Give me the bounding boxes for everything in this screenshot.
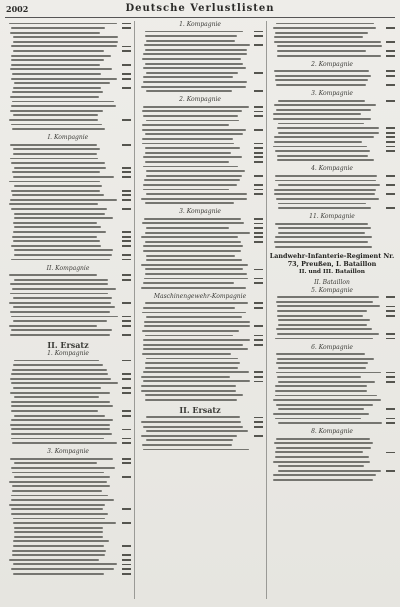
page-title: Deutsche Verlustlisten bbox=[125, 3, 275, 14]
column-middle bbox=[137, 21, 263, 601]
text-line bbox=[5, 257, 131, 262]
text-line bbox=[5, 127, 131, 132]
text-line bbox=[5, 332, 131, 337]
column-right bbox=[269, 21, 395, 601]
section-heading: II. Ersatz bbox=[47, 340, 89, 350]
section-heading: 5. Kompagnie bbox=[311, 286, 353, 294]
text-line bbox=[137, 285, 263, 290]
text-line bbox=[137, 447, 263, 452]
text-line bbox=[269, 336, 395, 341]
section-heading: 1. Kompagnie bbox=[179, 21, 221, 28]
regiment-subtitle: II. und III. Bataillon bbox=[299, 268, 365, 275]
section-heading: 6. Kompagnie bbox=[311, 343, 353, 351]
page-header bbox=[0, 3, 400, 17]
section-heading: 1. Kompagnie bbox=[47, 350, 89, 357]
text-line bbox=[269, 206, 395, 211]
text-line bbox=[269, 244, 395, 249]
text-line bbox=[137, 201, 263, 206]
text-line bbox=[269, 158, 395, 163]
text-line bbox=[269, 421, 395, 426]
section-heading: II. Bataillon bbox=[314, 278, 350, 286]
section-heading: I. Kompagnie bbox=[47, 134, 89, 142]
text-line bbox=[269, 478, 395, 483]
header-rule bbox=[5, 17, 395, 18]
section-heading: II. Ersatz bbox=[179, 404, 221, 415]
text-line bbox=[269, 83, 395, 88]
column-divider bbox=[134, 21, 135, 599]
section-heading: Maschinengewehr-Kompagnie bbox=[153, 292, 247, 300]
regiment-title: Landwehr-Infanterie-Regiment Nr. 73, Preußen, I. Bataillon bbox=[269, 251, 395, 268]
section-heading: 2. Kompagnie bbox=[311, 60, 353, 68]
text-line bbox=[137, 89, 263, 94]
text-line bbox=[5, 441, 131, 446]
section-heading: 3. Kompagnie bbox=[311, 90, 353, 98]
section-heading: II. Kompagnie bbox=[46, 264, 90, 272]
section-heading: 2. Kompagnie bbox=[179, 96, 221, 104]
text-line bbox=[5, 571, 131, 576]
text-line bbox=[137, 397, 263, 402]
column-left bbox=[5, 21, 131, 601]
page-number: 2002 bbox=[6, 4, 29, 14]
section-heading: 3. Kompagnie bbox=[47, 448, 89, 456]
text-line bbox=[269, 53, 395, 58]
section-heading: 8. Kompagnie bbox=[311, 428, 353, 436]
column-divider bbox=[266, 21, 267, 599]
section-heading: 3. Kompagnie bbox=[179, 208, 221, 216]
section-heading: 4. Kompagnie bbox=[311, 165, 353, 173]
section-heading: 11. Kompagnie bbox=[309, 213, 355, 221]
